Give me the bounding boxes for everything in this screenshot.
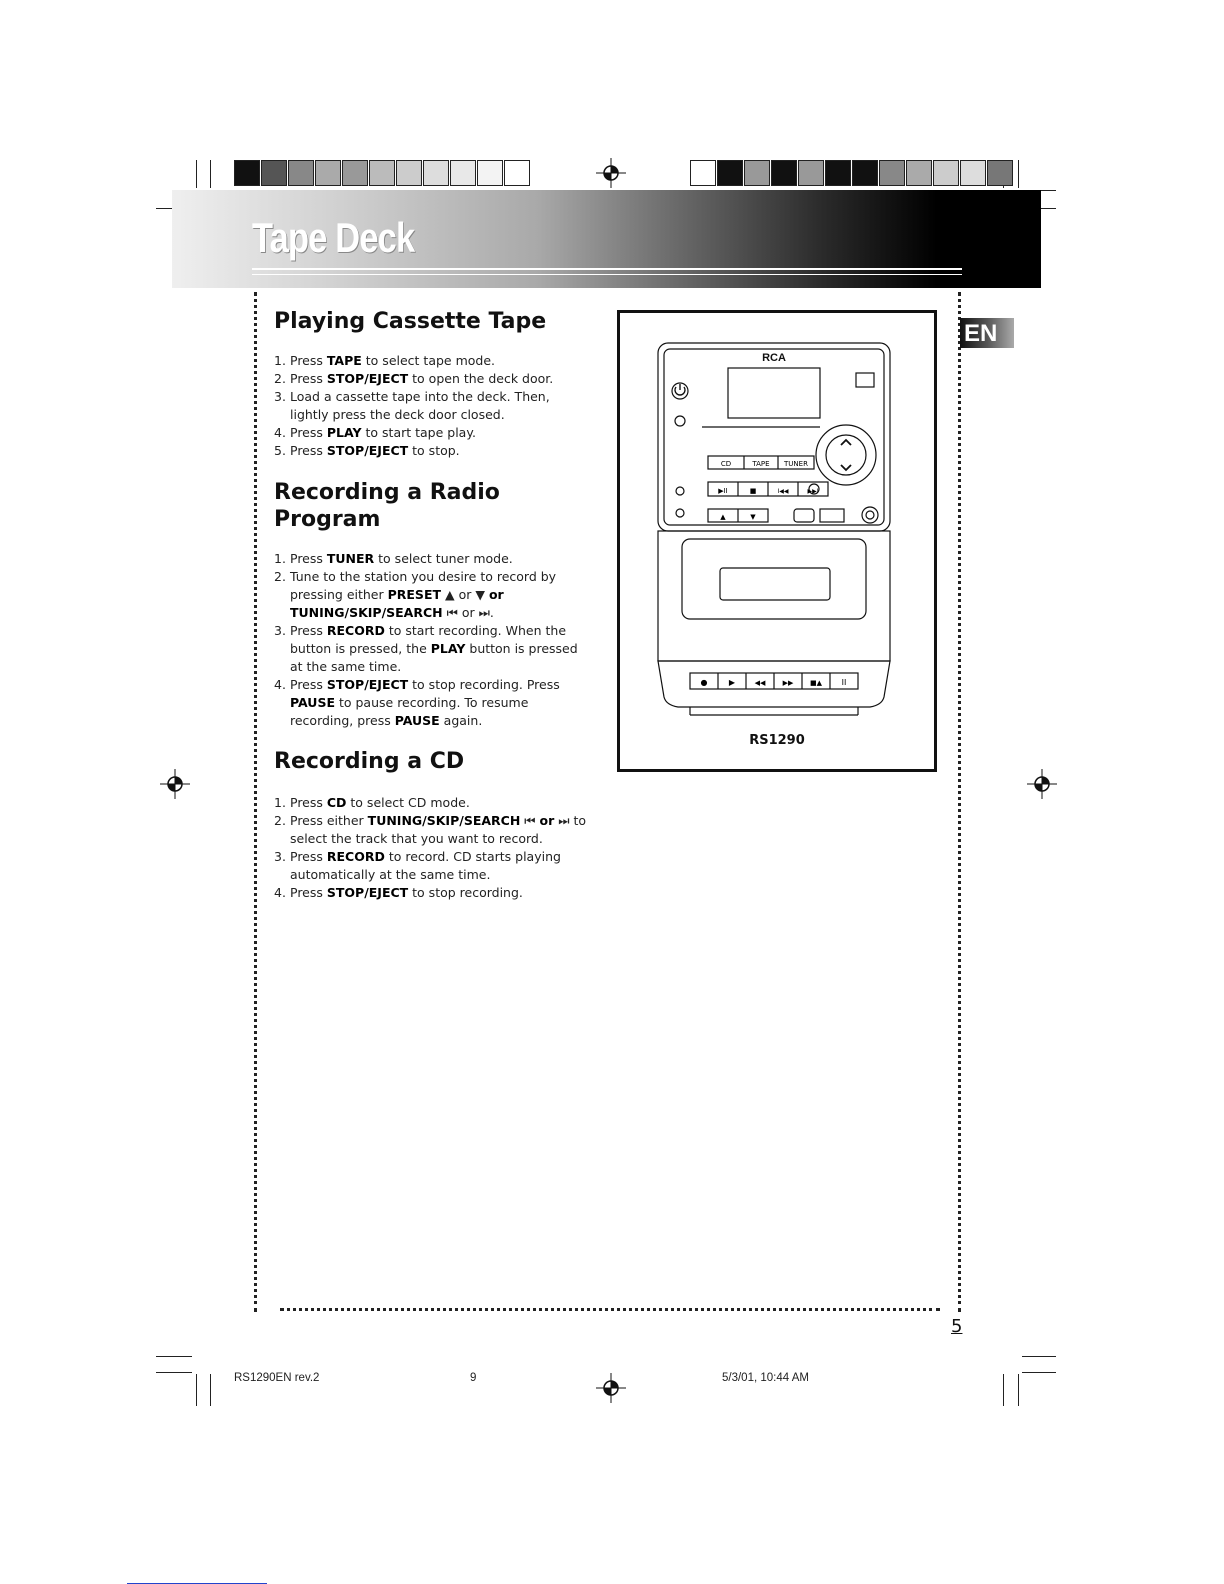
step-keyword: PAUSE — [290, 695, 335, 710]
section-title-recording-cd: Recording a CD — [274, 749, 465, 774]
step-text: ⏮ or ⏭. — [442, 605, 494, 620]
step-text: ⏮ — [520, 813, 540, 828]
crop-mark — [156, 1356, 192, 1357]
crop-mark — [1018, 1374, 1019, 1406]
play-button-label: ▶ — [728, 678, 736, 687]
step-item — [274, 550, 592, 568]
step-number: 2. — [274, 569, 286, 584]
step-text: to pause recording. To resume recording, press — [290, 695, 529, 728]
step-item — [274, 622, 592, 676]
step-keyword: or TUNING/SKIP/SEARCH — [290, 587, 504, 620]
step-item — [274, 884, 592, 902]
step-item — [274, 676, 592, 730]
step-item — [274, 848, 592, 884]
banner-rule — [252, 268, 962, 270]
step-text: Tune to the station you desire to record by pressing either — [290, 569, 557, 602]
crop-mark — [1022, 1372, 1056, 1373]
step-text: Press — [290, 425, 327, 440]
step-text: to record. CD starts playing automatically at the same time. — [290, 849, 561, 882]
step-keyword: RECORD — [326, 623, 385, 638]
step-item — [274, 370, 574, 388]
step-text: Press — [290, 443, 327, 458]
step-number: 1. — [274, 551, 286, 566]
step-text: Press — [290, 885, 327, 900]
banner-rule — [252, 274, 962, 275]
cd-button-label: CD — [720, 460, 732, 468]
step-text: to open the deck door. — [408, 371, 554, 386]
footer-timestamp: 5/3/01, 10:44 AM — [722, 1372, 809, 1384]
header-banner — [172, 190, 1041, 288]
step-text: to start tape play. — [361, 425, 476, 440]
skip-forward-button-label: ▶▶I — [807, 488, 819, 495]
step-item — [274, 442, 574, 460]
step-text: button is pressed at the same time. — [290, 641, 578, 674]
step-number: 3. — [274, 623, 286, 638]
skip-back-button-label: I◀◀ — [777, 488, 789, 495]
step-text: Press — [290, 371, 327, 386]
dotted-frame-bottom — [280, 1308, 940, 1311]
registration-mark-icon — [1027, 769, 1057, 799]
step-keyword: STOP/EJECT — [326, 371, 409, 386]
step-item — [274, 388, 574, 424]
step-text: ⏭ to select the track that you want to record. — [290, 813, 587, 846]
crop-mark — [210, 1374, 211, 1406]
step-number: 1. — [274, 353, 286, 368]
step-keyword: PAUSE — [394, 713, 440, 728]
step-keyword: CD — [326, 795, 347, 810]
tape-button-label: TAPE — [752, 460, 770, 468]
stereo-system-illustration — [620, 313, 934, 723]
stop-button-label: ■ — [749, 487, 757, 495]
step-keyword: TUNER — [326, 551, 375, 566]
tuner-button-label: TUNER — [784, 460, 808, 468]
steps-list-recording-cd — [274, 794, 592, 902]
step-keyword: TAPE — [326, 353, 362, 368]
brand-logo: RCA — [762, 352, 786, 364]
figure-caption: RS1290 — [749, 733, 805, 748]
step-keyword: or — [539, 813, 555, 828]
step-number: 3. — [274, 849, 286, 864]
step-number: 2. — [274, 813, 286, 828]
registration-mark-icon — [160, 769, 190, 799]
color-calibration-bar-right — [690, 160, 1014, 186]
language-tab — [960, 318, 1014, 348]
crop-mark — [1022, 1356, 1056, 1357]
stop-eject-button-label: ■▲ — [810, 679, 822, 687]
steps-list-recording-radio — [274, 550, 592, 730]
step-text: to select tape mode. — [361, 353, 496, 368]
step-keyword: PLAY — [326, 425, 362, 440]
footer-sheet-number: 9 — [470, 1372, 477, 1384]
step-text: Press — [290, 623, 327, 638]
language-tab-label: EN — [964, 320, 998, 347]
dotted-frame-right — [958, 292, 961, 1312]
step-keyword: STOP/EJECT — [326, 885, 409, 900]
step-text: to stop. — [408, 443, 460, 458]
crop-mark — [1040, 208, 1056, 209]
step-text: to select CD mode. — [346, 795, 470, 810]
crop-mark — [1003, 1374, 1004, 1406]
steps-list-playing-cassette — [274, 352, 574, 460]
step-item — [274, 812, 592, 848]
step-keyword: TUNING/SKIP/SEARCH — [367, 813, 521, 828]
step-keyword: STOP/EJECT — [326, 443, 409, 458]
step-text: Press — [290, 677, 327, 692]
registration-mark-icon — [596, 1373, 626, 1403]
record-button-label: ● — [700, 678, 708, 687]
step-text: to stop recording. Press — [408, 677, 560, 692]
section-title-recording-radio: Recording a Radio Program — [274, 480, 500, 532]
crop-mark — [196, 160, 197, 188]
preset-up-button-label: ▲ — [720, 513, 726, 521]
step-text: to select tuner mode. — [374, 551, 513, 566]
step-number: 4. — [274, 677, 286, 692]
step-text: Press either — [290, 813, 368, 828]
crop-mark — [156, 1372, 192, 1373]
footer-doc-id: RS1290EN rev.2 — [234, 1372, 320, 1384]
rewind-button-label: ◀◀ — [754, 679, 766, 687]
step-keyword: PRESET — [387, 587, 442, 602]
step-text: again. — [439, 713, 483, 728]
step-item — [274, 352, 574, 370]
step-keyword: STOP/EJECT — [326, 677, 409, 692]
step-number: 3. — [274, 389, 286, 404]
step-text: to stop recording. — [408, 885, 523, 900]
pause-button-label: II — [841, 678, 847, 687]
step-keyword: PLAY — [430, 641, 466, 656]
play-pause-button-label: ▶II — [718, 487, 728, 495]
step-keyword: RECORD — [326, 849, 385, 864]
crop-mark — [196, 1374, 197, 1406]
step-text: Press — [290, 849, 327, 864]
registration-mark-icon — [596, 158, 626, 188]
volume-down-icon — [841, 465, 851, 470]
step-text: Press — [290, 353, 327, 368]
step-text: Load a cassette tape into the deck. Then, lightly press the deck door closed. — [290, 389, 550, 422]
device-figure — [617, 310, 937, 772]
step-number: 1. — [274, 795, 286, 810]
section-title-playing-cassette: Playing Cassette Tape — [274, 309, 547, 334]
crop-mark — [1018, 160, 1019, 188]
step-item — [274, 794, 592, 812]
crop-mark — [210, 160, 211, 188]
step-text: to start recording. When the button is pressed, the — [290, 623, 567, 656]
step-text: Press — [290, 551, 327, 566]
step-item — [274, 568, 592, 622]
step-text: Press — [290, 795, 327, 810]
step-item — [274, 424, 574, 442]
fast-forward-button-label: ▶▶ — [782, 679, 794, 687]
step-number: 5. — [274, 443, 286, 458]
volume-up-icon — [841, 440, 851, 445]
power-icon — [675, 384, 685, 395]
page-title: Tape Deck — [252, 214, 415, 261]
dotted-frame-left — [254, 292, 257, 1312]
crop-mark — [156, 208, 172, 209]
preset-down-button-label: ▼ — [750, 513, 756, 521]
step-number: 4. — [274, 425, 286, 440]
color-calibration-bar-left — [234, 160, 531, 186]
step-number: 4. — [274, 885, 286, 900]
page-number: 5 — [951, 1316, 963, 1337]
step-number: 2. — [274, 371, 286, 386]
step-text: ▲ or ▼ — [441, 587, 489, 602]
